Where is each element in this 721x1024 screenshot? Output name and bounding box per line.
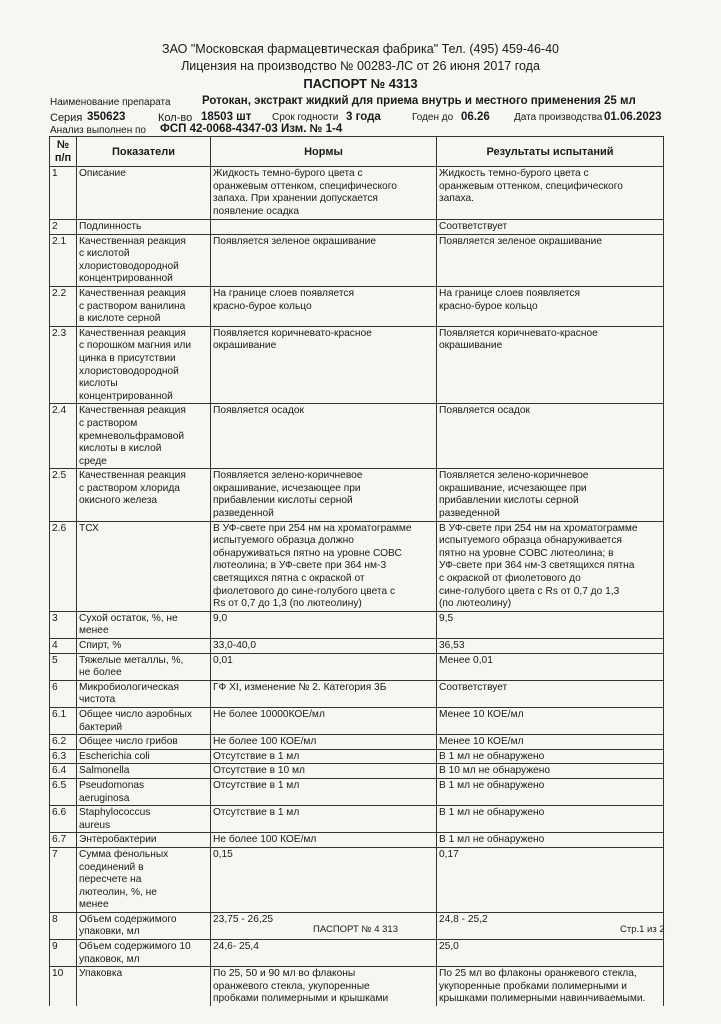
table-row [50,806,664,833]
row-number: 6.2 [50,735,77,750]
row-number: 2.6 [50,521,77,611]
valid-label: Годен до [412,112,454,123]
row-number: 7 [50,847,77,912]
parameters-table [49,136,664,1006]
table-row [50,521,664,611]
row-result: По 25 мл во флаконы оранжевого стекла, укупоренные пробками полимерными и крышками полимерными навинчиваемыми. [437,967,664,1006]
row-parameter: Escherichia coli [77,749,211,764]
row-result: Жидкость темно-бурого цвета с оранжевым оттенком, специфического запаха. [437,167,664,220]
row-parameter: Сумма фенольных соединений в пересчете на лютеолин, %, не менее [77,847,211,912]
row-number: 2 [50,220,77,235]
row-result: Менее 10 КОЕ/мл [437,707,664,734]
row-parameter: Качественная реакция с кислотой хлористоводородной концентрированной [77,234,211,286]
analysis-value: ФСП 42-0068-4347-03 Изм. № 1-4 [160,123,343,135]
shelf-label: Срок годности [272,112,339,123]
table-row [50,404,664,469]
row-result: 24,8 - 25,2 [437,912,664,939]
row-parameter: Общее число грибов [77,735,211,750]
footer-page-number: Стр.1 из 2 [620,924,665,935]
series-label: Серия [50,112,83,124]
analysis-label: Анализ выполнен по [50,125,146,136]
row-number: 5 [50,653,77,680]
row-norm: Не более 100 КОЕ/мл [211,833,437,848]
table-row [50,653,664,680]
row-number: 6.4 [50,764,77,779]
table-row [50,735,664,750]
row-norm: Появляется зеленое окрашивание [211,234,437,286]
row-number: 6 [50,680,77,707]
row-norm [211,220,437,235]
row-norm: Жидкость темно-бурого цвета с оранжевым оттенком, специфического запаха. При хранении допускается появление осадка [211,167,437,220]
series-value: 350623 [87,111,126,123]
table-row [50,220,664,235]
row-parameter: Энтеробактерии [77,833,211,848]
row-parameter: Качественная реакция с порошком магния или цинка в присутствии хлористоводородной кислоты концентрированной [77,326,211,404]
row-norm: Отсутствие в 1 мл [211,749,437,764]
table-row [50,707,664,734]
row-parameter: Salmonella [77,764,211,779]
col-result-header: Результаты испытаний [437,137,664,167]
row-result: В 10 мл не обнаружено [437,764,664,779]
row-result: В 1 мл не обнаружено [437,749,664,764]
table-row [50,167,664,220]
row-number: 9 [50,940,77,967]
table-row [50,286,664,326]
row-parameter: Качественная реакция с раствором хлорида окисного железа [77,469,211,521]
row-parameter: Микробиологическая чистота [77,680,211,707]
row-number: 8 [50,912,77,939]
row-result: Менее 0,01 [437,653,664,680]
row-parameter: Pseudomonas aeruginosa [77,778,211,805]
row-result: В 1 мл не обнаружено [437,833,664,848]
row-parameter: Качественная реакция с раствором ванилина в кислоте серной [77,286,211,326]
table-row [50,847,664,912]
row-parameter: ТСХ [77,521,211,611]
col-norm-header: Нормы [211,137,437,167]
row-norm: Отсутствие в 10 мл [211,764,437,779]
row-parameter: Описание [77,167,211,220]
date-label: Дата производства [514,112,603,123]
row-number: 6.5 [50,778,77,805]
row-parameter: Сухой остаток, %, не менее [77,611,211,638]
row-number: 2.3 [50,326,77,404]
row-result: Соответствует [437,220,664,235]
row-norm: ГФ XI, изменение № 2. Категория 3Б [211,680,437,707]
row-parameter: Объем содержимого упаковки, мл [77,912,211,939]
row-number: 2.2 [50,286,77,326]
row-number: 2.1 [50,234,77,286]
footer-passport: ПАСПОРТ № 4 313 [313,924,398,935]
row-number: 6.3 [50,749,77,764]
row-parameter: Тяжелые металлы, %, не более [77,653,211,680]
row-norm: 9,0 [211,611,437,638]
row-parameter: Общее число аэробных бактерий [77,707,211,734]
row-result: Появляется осадок [437,404,664,469]
row-norm: 33,0-40,0 [211,639,437,654]
table-row [50,611,664,638]
passport-title: ПАСПОРТ № 4313 [303,76,418,91]
table-row [50,469,664,521]
row-parameter: Качественная реакция с раствором кремневольфрамовой кислоты в кислой среде [77,404,211,469]
row-result: В УФ-свете при 254 нм на хроматограмме испытуемого образца обнаруживается пятно на уровне СОВС лютеолина; в УФ-свете при 364 нм-3 светящихся пятна с окраской от фиолетового до сине-голубого цвета с Rs от 0,7 до 1,3 (по лютеолину) [437,521,664,611]
shelf-value: 3 года [346,111,381,123]
license-line: Лицензия на производство № 00283-ЛС от 26 июня 2017 года [181,59,540,73]
col-number-header: № п/п [50,137,77,167]
row-number: 6.7 [50,833,77,848]
row-result: В 1 мл не обнаружено [437,778,664,805]
row-result: На границе слоев появляется красно-бурое кольцо [437,286,664,326]
table-row [50,639,664,654]
table-row [50,940,664,967]
row-norm: Появляется коричневато-красное окрашивание [211,326,437,404]
row-norm: По 25, 50 и 90 мл во флаконы оранжевого стекла, укупоренные пробками полимерными и крышками [211,967,437,1006]
row-number: 2.4 [50,404,77,469]
row-parameter: Спирт, % [77,639,211,654]
row-result: 25,0 [437,940,664,967]
row-number: 3 [50,611,77,638]
row-result: 9,5 [437,611,664,638]
row-norm: Отсутствие в 1 мл [211,778,437,805]
row-result: Менее 10 КОЕ/мл [437,735,664,750]
table-row [50,833,664,848]
row-result: Соответствует [437,680,664,707]
row-number: 6.6 [50,806,77,833]
table-row [50,234,664,286]
qty-value: 18503 шт [201,111,252,123]
qty-label: Кол-во [158,112,193,124]
row-norm: 0,15 [211,847,437,912]
row-result: В 1 мл не обнаружено [437,806,664,833]
company-line: ЗАО "Московская фармацевтическая фабрика" Тел. (495) 459-46-40 [162,42,559,56]
row-norm: В УФ-свете при 254 нм на хроматограмме испытуемого образца должно обнаруживаться пятно на уровне СОВС лютеолина; в УФ-свете при 364 нм-3 светящихся пятна с окраской от фиолетового до сине-голубого цвета с Rs от 0,7 до 1,3 (по лютеолину) [211,521,437,611]
table-row [50,326,664,404]
table-row [50,680,664,707]
row-parameter: Подлинность [77,220,211,235]
row-number: 1 [50,167,77,220]
row-number: 2.5 [50,469,77,521]
row-number: 4 [50,639,77,654]
row-norm: Не более 10000КОЕ/мл [211,707,437,734]
row-norm: Отсутствие в 1 мл [211,806,437,833]
row-norm: Появляется осадок [211,404,437,469]
col-param-header: Показатели [77,137,211,167]
table-row [50,967,664,1006]
row-parameter: Staphylococcus aureus [77,806,211,833]
row-norm: Не более 100 КОЕ/мл [211,735,437,750]
drug-value: Ротокан, экстракт жидкий для приема внутрь и местного применения 25 мл [202,95,636,107]
table-header-row [50,137,664,167]
drug-label: Наименование препарата [50,97,171,108]
row-norm: 23,75 - 26,25 [211,912,437,939]
row-result: Появляется коричневато-красное окрашивание [437,326,664,404]
row-norm: 24,6- 25,4 [211,940,437,967]
row-norm: На границе слоев появляется красно-бурое кольцо [211,286,437,326]
row-number: 10 [50,967,77,1006]
row-parameter: Объем содержимого 10 упаковок, мл [77,940,211,967]
row-result: 36,53 [437,639,664,654]
row-result: Появляется зелено-коричневое окрашивание, исчезающее при прибавлении кислоты серной разведенной [437,469,664,521]
row-result: Появляется зеленое окрашивание [437,234,664,286]
row-norm: Появляется зелено-коричневое окрашивание, исчезающее при прибавлении кислоты серной разведенной [211,469,437,521]
row-norm: 0,01 [211,653,437,680]
valid-value: 06.26 [461,111,490,123]
row-result: 0,17 [437,847,664,912]
date-value: 01.06.2023 [604,111,662,123]
table-row [50,764,664,779]
table-row [50,778,664,805]
row-number: 6.1 [50,707,77,734]
row-parameter: Упаковка [77,967,211,1006]
table-row [50,749,664,764]
